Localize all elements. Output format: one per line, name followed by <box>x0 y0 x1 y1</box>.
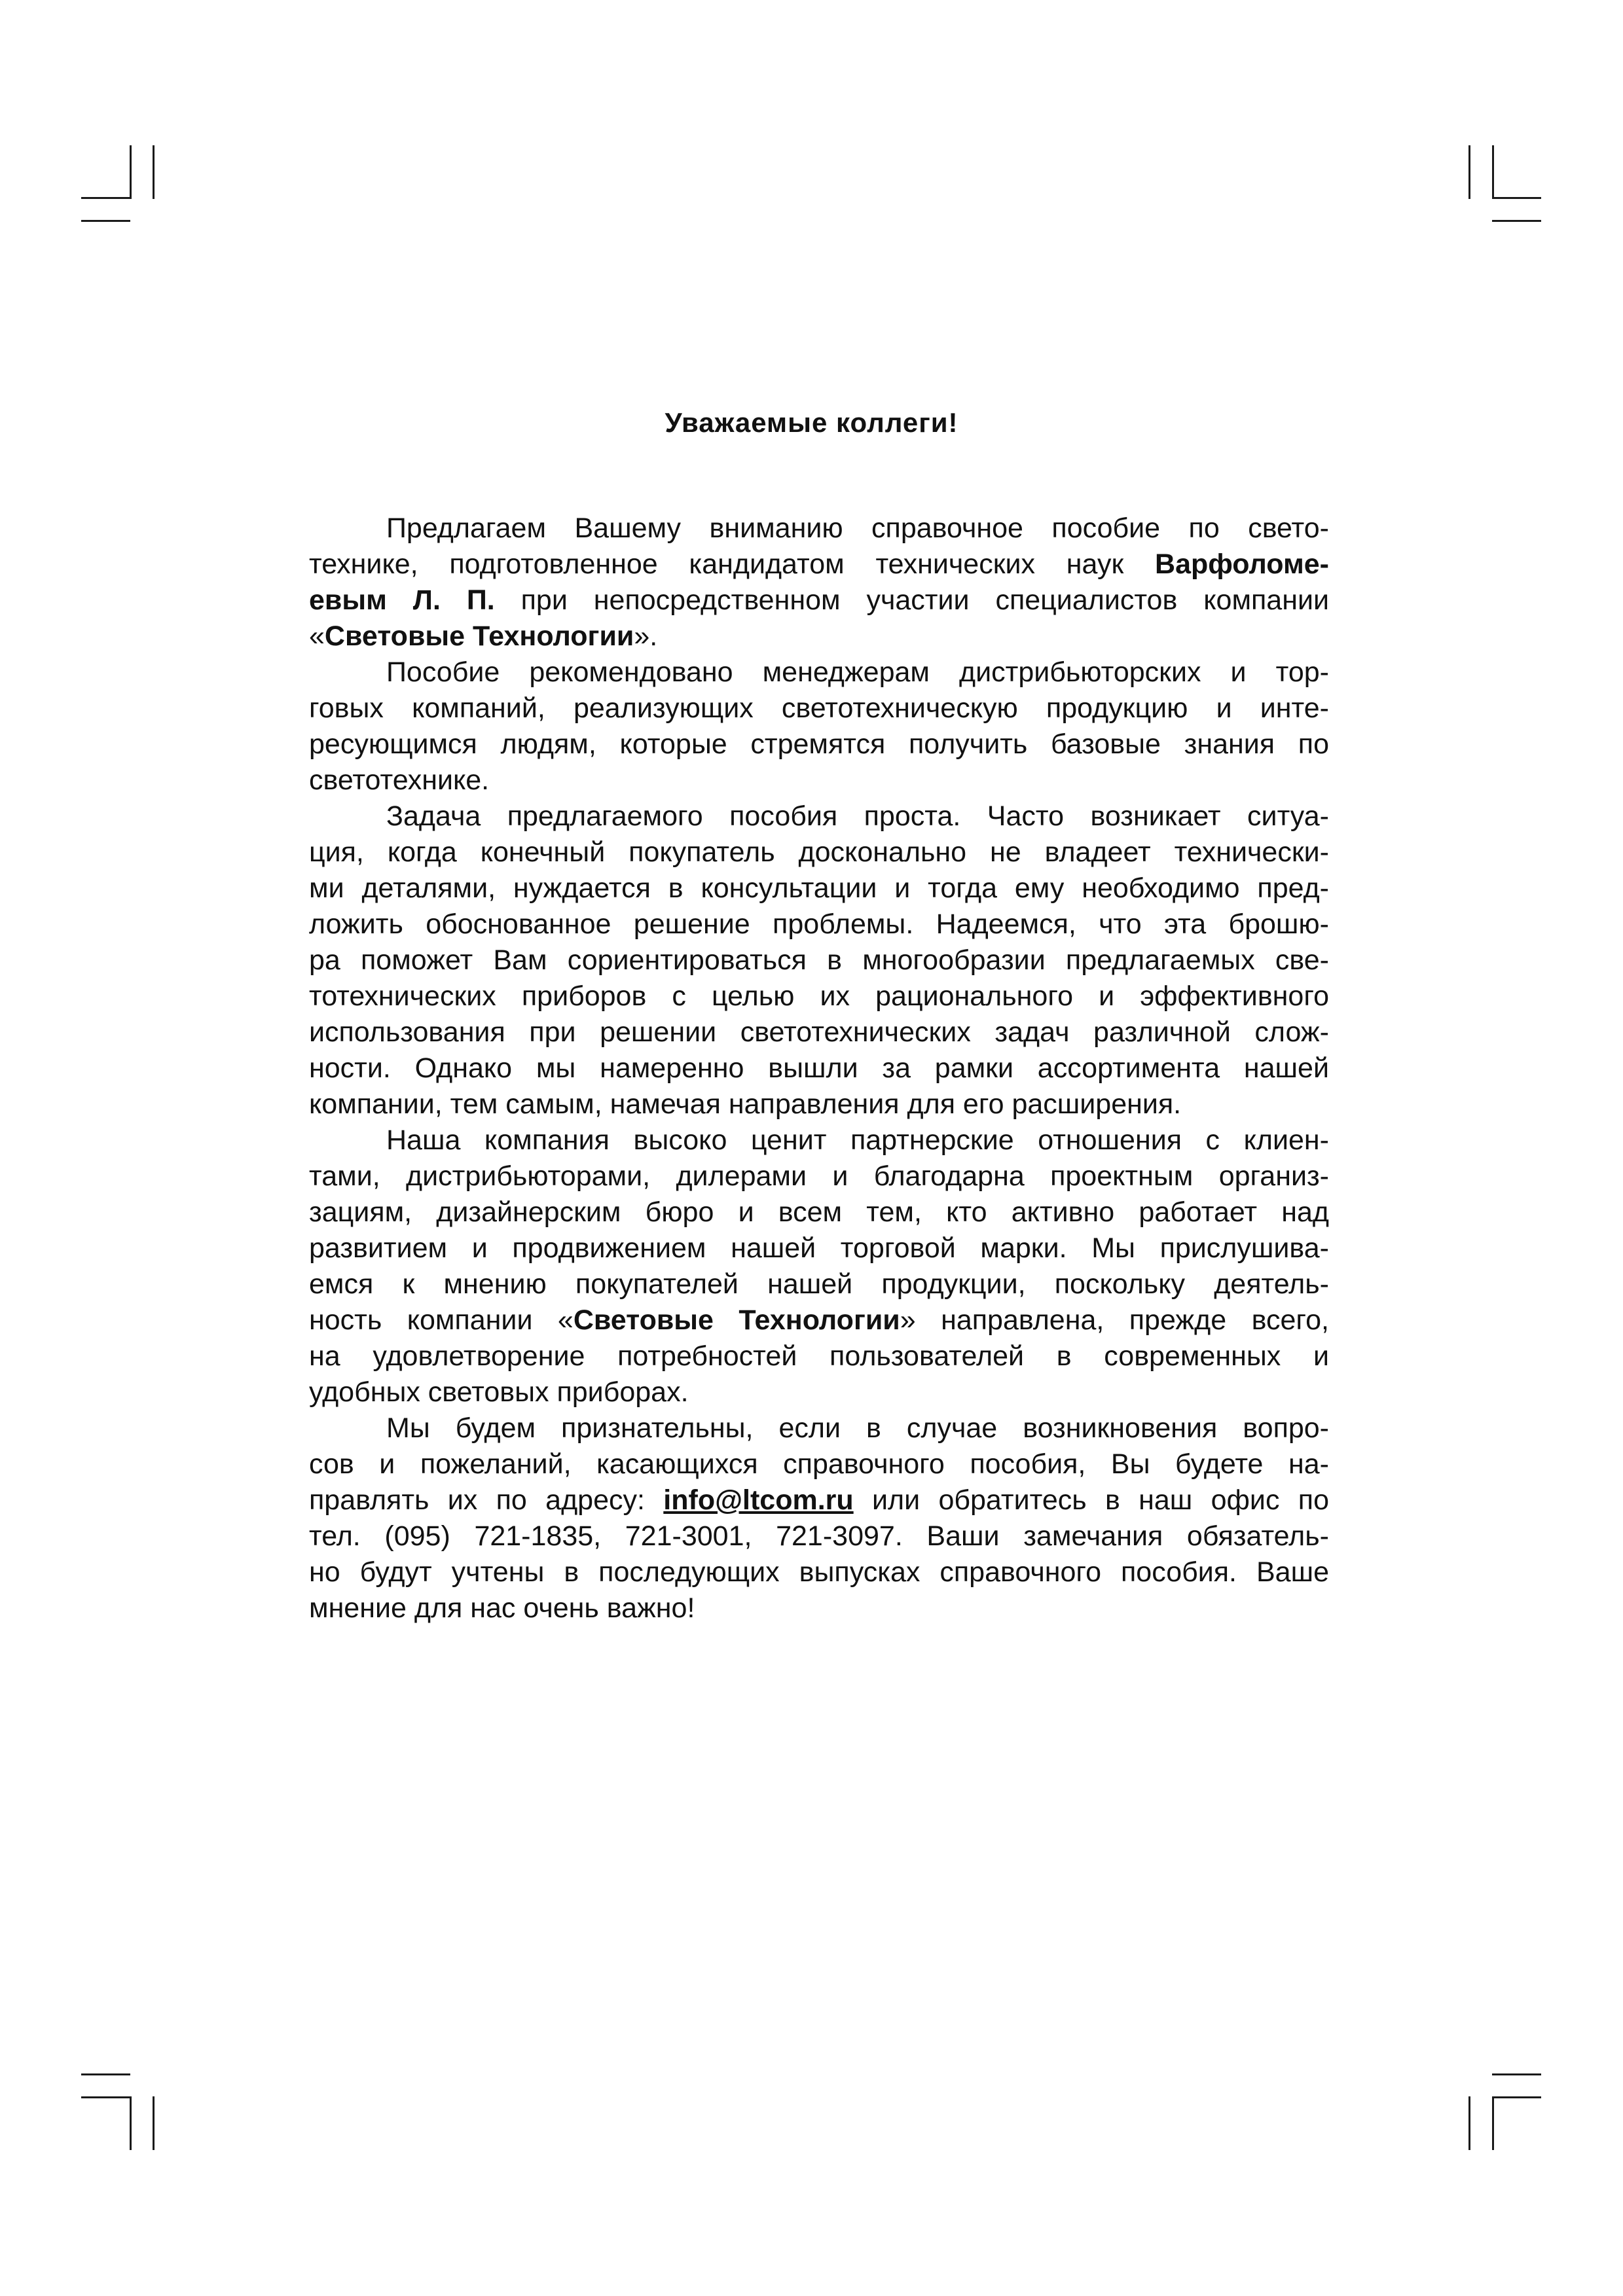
company-name: Световые Технологии <box>573 1304 900 1336</box>
text-line: мнение для нас очень важно! <box>309 1592 695 1624</box>
crop-mark-bottom-left-h2 <box>81 2073 130 2075</box>
crop-mark-bottom-left-v2 <box>153 2096 155 2150</box>
author-name: Варфоломе- <box>1155 548 1329 580</box>
text-line: технике, подготовленное кандидатом технических наук Варфоломе- <box>309 548 1329 580</box>
text-line: Пособие рекомендовано менеджерам дистрибьюторских и тор- <box>386 656 1329 688</box>
crop-mark-top-left-v1 <box>130 145 132 199</box>
paragraph-intro <box>309 511 1329 655</box>
text-line: правлять их по адресу: info@ltcom.ru или обратитесь в наш офис по <box>309 1484 1329 1516</box>
text-line: емся к мнению покупателей нашей продукции, поскольку деятель- <box>309 1268 1329 1300</box>
text-line: говых компаний, реализующих светотехническую продукцию и инте- <box>309 692 1329 724</box>
text-line: «Световые Технологии». <box>309 620 658 652</box>
crop-mark-top-right-h2 <box>1492 220 1541 222</box>
crop-mark-bottom-right-h2 <box>1492 2073 1541 2075</box>
paragraph-goal <box>309 798 1329 1122</box>
text-line: зациям, дизайнерским бюро и всем тем, кто активно работает над <box>309 1196 1329 1228</box>
crop-mark-bottom-right-v1 <box>1468 2096 1470 2150</box>
company-name: Световые Технологии <box>324 620 634 652</box>
paragraph-partners <box>309 1122 1329 1410</box>
crop-mark-top-right-v1 <box>1468 145 1470 199</box>
text-line: евым Л. П. при непосредственном участии специалистов компании <box>309 584 1329 616</box>
text-line: Задача предлагаемого пособия проста. Часто возникает ситуа- <box>386 800 1329 832</box>
text-line: тотехнических приборов с целью их рационального и эффективного <box>309 980 1329 1012</box>
crop-mark-bottom-left-v1 <box>130 2096 132 2150</box>
text-line: Мы будем признательны, если в случае возникновения вопро- <box>386 1412 1329 1444</box>
text-line: ми деталями, нуждается в консультации и тогда ему необходимо пред- <box>309 872 1329 904</box>
text-line: компании, тем самым, намечая направления для его расширения. <box>309 1088 1182 1120</box>
text-line: ресующимся людям, которые стремятся получить базовые знания по <box>309 728 1329 760</box>
text-line: Наша компания высоко ценит партнерские отношения с клиен- <box>386 1124 1329 1156</box>
text-line: ности. Однако мы намеренно вышли за рамки ассортимента нашей <box>309 1052 1329 1084</box>
text-line: использования при решении светотехнических задач различной слож- <box>309 1016 1329 1048</box>
crop-mark-top-right-v2 <box>1492 145 1494 199</box>
paragraph-contact <box>309 1410 1329 1626</box>
text-line: ность компании «Световые Технологии» направлена, прежде всего, <box>309 1304 1329 1336</box>
crop-mark-bottom-right-h <box>1492 2096 1541 2098</box>
crop-mark-top-left-h2 <box>81 220 130 222</box>
paragraph-audience <box>309 655 1329 798</box>
crop-mark-top-left-h <box>81 197 130 199</box>
text-line: но будут учтены в последующих выпусках справочного пособия. Ваше <box>309 1556 1329 1588</box>
crop-mark-top-right-h <box>1492 197 1541 199</box>
crop-mark-top-left-v2 <box>153 145 155 199</box>
text-line: ложить обоснованное решение проблемы. Надеемся, что эта брошю- <box>309 908 1329 940</box>
text-line: светотехнике. <box>309 764 490 796</box>
text-line: сов и пожеланий, касающихся справочного пособия, Вы будете на- <box>309 1448 1329 1480</box>
text-line: Предлагаем Вашему вниманию справочное пособие по свето- <box>386 512 1329 544</box>
text-line: ция, когда конечный покупатель досконально не владеет технически- <box>309 836 1329 868</box>
text-line: тами, дистрибьюторами, дилерами и благодарна проектным организ- <box>309 1160 1329 1192</box>
text-line: удобных световых приборах. <box>309 1376 689 1408</box>
text-line: ра поможет Вам сориентироваться в многообразии предлагаемых све- <box>309 944 1329 976</box>
letter-body <box>309 511 1329 1626</box>
crop-mark-bottom-left-h <box>81 2096 130 2098</box>
author-name: евым Л. П. <box>309 584 495 616</box>
page-heading: Уважаемые коллеги! <box>665 407 958 438</box>
text-line: развитием и продвижением нашей торговой марки. Мы прислушива- <box>309 1232 1329 1264</box>
crop-mark-bottom-right-v2 <box>1492 2096 1494 2150</box>
email-link[interactable]: info@ltcom.ru <box>663 1484 854 1516</box>
text-line: тел. (095) 721-1835, 721-3001, 721-3097. Ваши замечания обязатель- <box>309 1520 1329 1552</box>
text-line: на удовлетворение потребностей пользователей в современных и <box>309 1340 1329 1372</box>
